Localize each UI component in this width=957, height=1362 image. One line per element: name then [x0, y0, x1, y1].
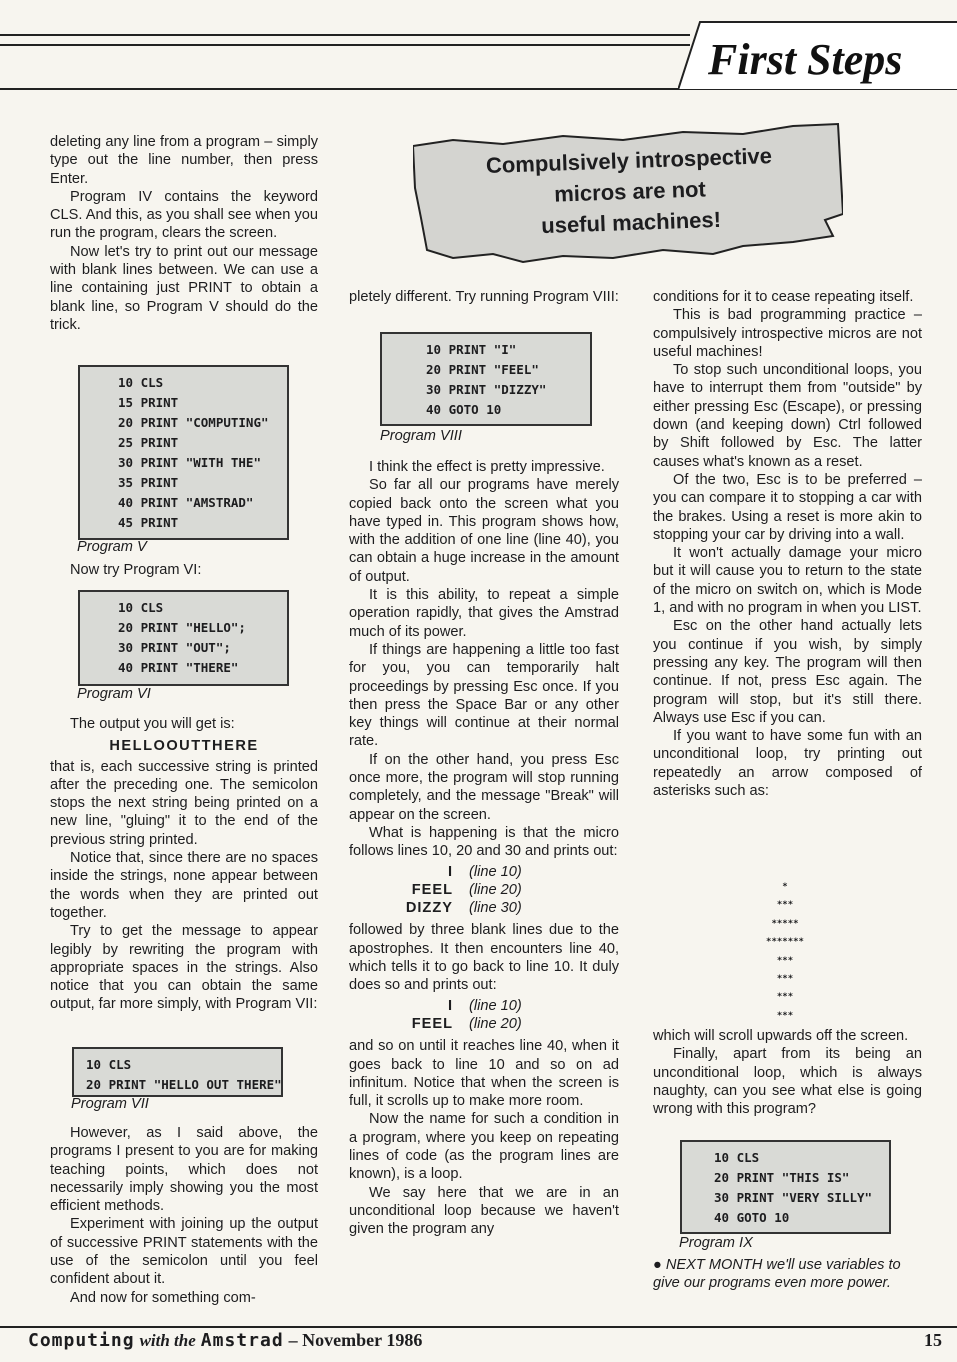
output-line-ref: (line 20): [469, 1015, 522, 1032]
paragraph: Now the name for such a condition in a program, where you keep on repeating lines of code (as the program lines are known), is a loop.: [349, 1111, 619, 1183]
footer: [28, 1330, 422, 1351]
asterisk-arrow: [740, 878, 830, 1025]
output-line-ref: (line 30): [469, 900, 522, 917]
page-number: 15: [924, 1330, 942, 1350]
header-rule-top: [0, 34, 690, 36]
paragraph: Notice that, since there are no spaces inside the strings, none appear between the words when they are printed out together.: [50, 850, 318, 921]
column-3-bottom: [653, 1027, 922, 1118]
footer-with: with the: [139, 1331, 196, 1350]
paragraph: followed by three blank lines due to the apostrophes. It then encounters line 40, which tells it to go back to line 10. It duly does so and prints out:: [349, 922, 619, 994]
asterisk-row: *****: [771, 918, 799, 929]
column-3-top: [653, 288, 922, 800]
program-vii-caption: Program VII: [71, 1096, 149, 1112]
paragraph: Esc on the other hand actually lets you continue if you wish, by simply pressing any key. The program will then continue. If not, press Esc again. The program will stop, but it's still there. Always use Esc if you can.: [653, 618, 922, 726]
paragraph: The output you will get is:: [70, 716, 235, 732]
output-row: [393, 863, 619, 881]
output-text: HELLOOUTTHERE: [109, 738, 259, 755]
output-word: DIZZY: [405, 900, 453, 917]
column-1-mid: [50, 561, 318, 579]
output-word: I: [447, 863, 453, 880]
program-viii-listing: 10 PRINT "I" 20 PRINT "FEEL" 30 PRINT "DIZZY" 40 GOTO 10: [380, 332, 592, 426]
loop-output-2: [349, 997, 619, 1034]
paragraph: What is happening is that the micro follows lines 10, 20 and 30 and prints out:: [349, 824, 619, 860]
asterisk-row: ***: [776, 974, 794, 985]
paragraph: If you want to have some fun with an unconditional loop, try printing out repeatedly an arrow composed of asterisks such as:: [653, 728, 922, 800]
asterisk-row: *: [782, 882, 788, 892]
paragraph: deleting any line from a program – simply type out the line number, then press Enter.: [50, 134, 318, 187]
asterisk-row: ***: [776, 955, 794, 966]
pullquote-line: useful machines!: [540, 206, 722, 239]
paragraph: Now try Program VI:: [70, 562, 202, 578]
paragraph: This is bad programming practice – compulsively introspective micros are not useful machines!: [653, 307, 922, 360]
paragraph: pletely different. Try running Program VIII:: [349, 289, 619, 305]
program-vi-listing: 10 CLS 20 PRINT "HELLO"; 30 PRINT "OUT"; 40 PRINT "THERE": [78, 590, 289, 686]
next-month-note: [653, 1256, 922, 1293]
paragraph: However, as I said above, the programs I present to you are for making teaching points, which does not necessarily imply showing you the most efficient methods.: [50, 1125, 318, 1215]
header-rule-base: [0, 88, 680, 90]
paragraph: It won't actually damage your micro but it will cause you to return to the state of the micro on switch on, which is Mode 1, and with no program in when you LIST.: [653, 545, 922, 617]
paragraph: Of the two, Esc is to be preferred – you can compare it to stopping a car with the brakes. Using a reset is more akin to stopping your car by driving into a wall.: [653, 471, 922, 543]
asterisk-row: *******: [766, 937, 804, 948]
paragraph: conditions for it to cease repeating itself.: [653, 289, 914, 305]
header-rule-bottom: [0, 44, 690, 46]
paragraph: Program IV contains the keyword CLS. And this, as you shall see when you run the program, clears the screen.: [50, 188, 318, 242]
footer-brand-amstrad: Amstrad: [200, 1330, 284, 1351]
paragraph: which will scroll upwards off the screen.: [653, 1028, 909, 1044]
paragraph: and so on until it reaches line 40, when it goes back to line 10 and so on ad infinitum. Notice that when the screen is full, it scrolls up to make more room.: [349, 1038, 619, 1110]
paragraph: We say here that we are in an unconditional loop because we haven't given the program any: [349, 1184, 619, 1238]
output-line-ref: (line 10): [469, 863, 522, 880]
column-2-mid: [349, 458, 619, 1238]
program-vii-listing: 10 CLS 20 PRINT "HELLO OUT THERE": [72, 1047, 283, 1097]
output-line-ref: (line 10): [469, 997, 522, 1014]
next-month-text: NEXT MONTH we'll use variables to give our programs even more power.: [653, 1257, 901, 1292]
paragraph: Now let's try to print out our message with blank lines between. We can use a line containing just PRINT to obtain a blank line, so Program V should do the trick.: [50, 243, 318, 333]
output-row: [393, 1015, 619, 1033]
output-word: FEEL: [411, 1015, 453, 1032]
output-row: [393, 899, 619, 917]
section-title: First Steps: [708, 35, 903, 84]
footer-rule: [0, 1326, 957, 1328]
program-ix-listing: 10 CLS 20 PRINT "THIS IS" 30 PRINT "VERY SILLY" 40 GOTO 10: [680, 1140, 891, 1234]
asterisk-row: ***: [776, 992, 794, 1003]
paragraph: Finally, apart from its being an unconditional loop, which is always naughty, can you see what else is going wrong with this program?: [653, 1046, 922, 1118]
paragraph: So far all our programs have merely copied back onto the screen what you have typed in. This program shows how, with the addition of one line (line 40), you can obtain a huge increase in the amount of output.: [349, 477, 619, 585]
loop-output-1: [349, 863, 619, 918]
paragraph: Experiment with joining up the output of successive PRINT statements with the use of the semicolon until you feel confident about it.: [50, 1216, 318, 1288]
pullquote-line: micros are not: [553, 176, 707, 207]
paragraph: If things are happening a little too fast for you, you can temporarily halt proceedings by pressing Esc once. If you then press the Space Bar or any other key things will continue at their normal rate.: [349, 641, 619, 750]
output-word: FEEL: [411, 881, 453, 898]
bullet-icon: ●: [653, 1257, 662, 1273]
paragraph: Try to get the message to appear legibly by rewriting the program with appropriate spaces in the strings. Also notice that you can obtain the same output, far more simply, with Program VII:: [50, 923, 318, 1013]
program-vi-caption: Program VI: [77, 686, 151, 702]
program-v-listing: 10 CLS 15 PRINT 20 PRINT "COMPUTING" 25 PRINT 30 PRINT "WITH THE" 35 PRINT 40 PRINT "AMSTRAD" 45 PRINT: [78, 365, 289, 540]
paragraph: And now for something com-: [70, 1289, 256, 1306]
column-2-top: [349, 288, 619, 306]
pullquote-text: [428, 138, 831, 245]
program-ix-caption: Program IX: [679, 1235, 753, 1251]
footer-date: – November 1986: [288, 1330, 423, 1350]
pullquote-line: Compulsively introspective: [485, 143, 773, 179]
asterisk-row: ***: [776, 900, 794, 911]
footer-brand: Computing: [28, 1330, 135, 1351]
output-row: [393, 997, 619, 1015]
program-viii-caption: Program VIII: [380, 428, 462, 444]
paragraph: I think the effect is pretty impressive.: [369, 459, 605, 475]
column-1-bottom: [50, 1124, 318, 1307]
output-line-ref: (line 20): [469, 881, 522, 898]
column-1-output: [50, 715, 318, 1014]
header-tab: [678, 18, 957, 90]
asterisk-row: ***: [776, 1010, 794, 1021]
paragraph: that is, each successive string is printed after the preceding one. The semicolon stops the next string being printed on a new line, "gluing" it to the end of the previous string printed.: [50, 758, 318, 848]
column-1-top: [50, 133, 318, 334]
paragraph: It is this ability, to repeat a simple operation rapidly, that gives the Amstrad much of its power.: [349, 587, 619, 640]
output-row: [393, 881, 619, 899]
paragraph: If on the other hand, you press Esc once more, the program will stop running completely, and the message "Break" will appear on the screen.: [349, 751, 619, 823]
program-v-caption: Program V: [77, 539, 147, 555]
output-word: I: [447, 997, 453, 1014]
paragraph: To stop such unconditional loops, you have to interrupt them from "outside" by either pressing Esc (Escape), or pressing down (and keeping down) Ctrl followed by Shift followed by Esc. The latter causes what's known as a reset.: [653, 362, 922, 470]
